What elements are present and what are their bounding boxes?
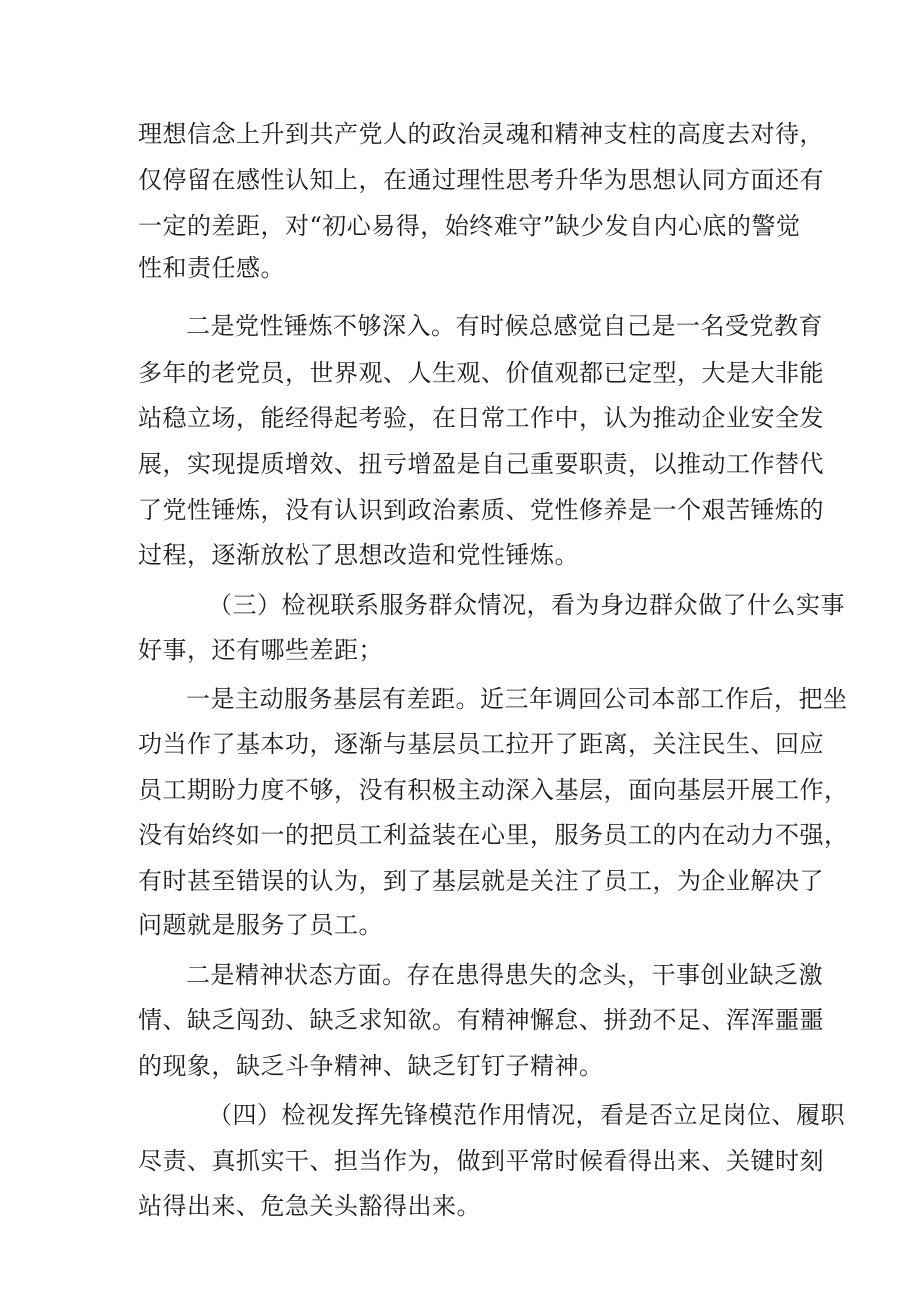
section-heading-line: （三）检视联系服务群众情况，看为身边群众做了什么实事 [208, 591, 845, 619]
text-line: 理想信念上升到共产党人的政治灵魂和精神支柱的高度去对待， [138, 120, 824, 148]
text-line: 仅停留在感性认知上，在通过理性思考升华为思想认同方面还有 [138, 166, 824, 194]
text-line: 情、缺乏闯劲、缺乏求知欲。有精神懈怠、拼劲不足、浑浑噩噩 [138, 1006, 824, 1034]
text-line: 多年的老党员，世界观、人生观、价值观都已定型，大是大非能 [138, 359, 824, 387]
text-line: 有时甚至错误的认为，到了基层就是关注了员工，为企业解决了 [138, 867, 824, 895]
paragraph-start-line: 二是党性锤炼不够深入。有时候总感觉自己是一名受党教育 [186, 312, 823, 340]
text-line: 没有始终如一的把员工利益装在心里，服务员工的内在动力不强， [138, 821, 849, 849]
paragraph-start-line: 二是精神状态方面。存在患得患失的念头，干事创业缺乏激 [186, 961, 823, 989]
text-line: 员工期盼力度不够，没有积极主动深入基层，面向基层开展工作， [138, 776, 849, 804]
text-line: 站稳立场，能经得起考验，在日常工作中，认为推动企业安全发 [138, 404, 824, 432]
section-heading-line: 站得出来、危急关头豁得出来。 [138, 1192, 481, 1220]
paragraph-start-line: 一是主动服务基层有差距。近三年调回公司本部工作后，把坐 [186, 685, 848, 713]
section-heading-line: （四）检视发挥先锋模范作用情况，看是否立足岗位、履职 [208, 1101, 845, 1129]
section-heading-line: 尽责、真抓实干、担当作为，做到平常时候看得出来、关键时刻 [138, 1147, 824, 1175]
text-line: 功当作了基本功，逐渐与基层员工拉开了距离，关注民生、回应 [138, 730, 824, 758]
text-line: 性和责任感。 [138, 254, 285, 282]
text-line: 了党性锤炼，没有认识到政治素质、党性修养是一个艰苦锤炼的 [138, 496, 824, 524]
section-heading-line: 好事，还有哪些差距； [138, 636, 383, 664]
text-line: 的现象，缺乏斗争精神、缺乏钉钉子精神。 [138, 1052, 604, 1080]
text-line: 展，实现提质增效、扭亏增盈是自己重要职责，以推动工作替代 [138, 450, 824, 478]
text-line: 一定的差距，对“初心易得，始终难守”缺少发自内心底的警觉 [138, 212, 801, 240]
text-line: 问题就是服务了员工。 [138, 911, 383, 939]
text-line: 过程，逐渐放松了思想改造和党性锤炼。 [138, 541, 579, 569]
